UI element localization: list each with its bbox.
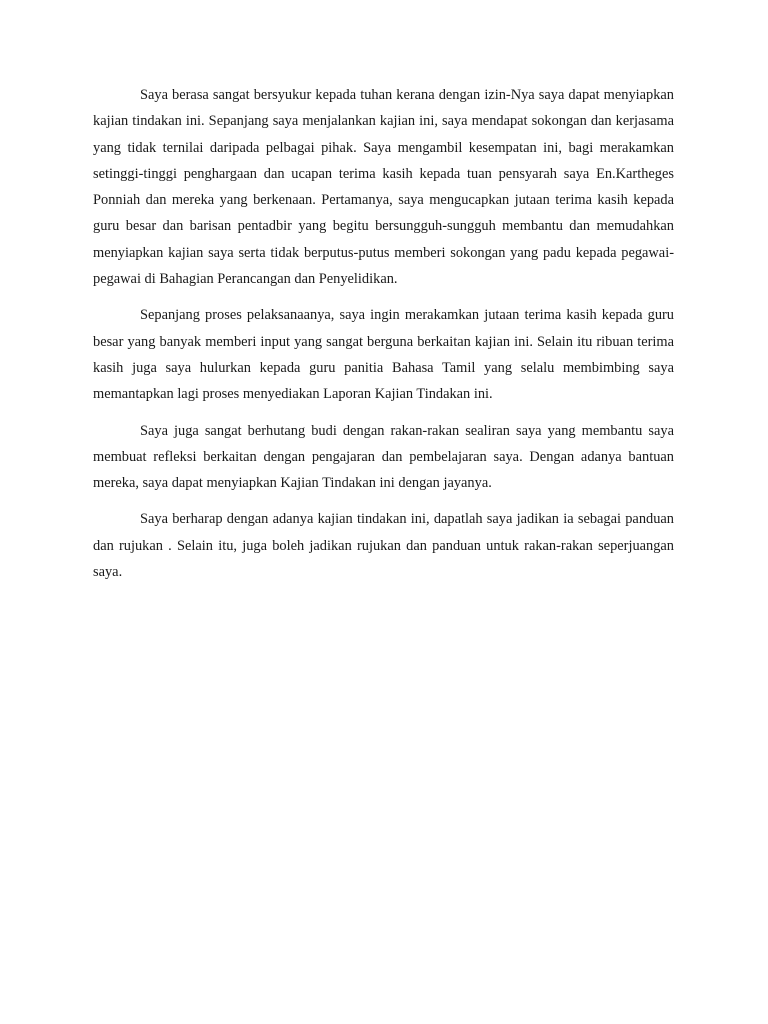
paragraph-4: Saya berharap dengan adanya kajian tindakan ini, dapatlah saya jadikan ia sebagai panduan dan rujukan . Selain itu, juga boleh jadikan rujukan dan panduan untuk rakan-rakan seperjuangan saya. — [93, 511, 674, 581]
paragraph-1: Saya berasa sangat bersyukur kepada tuhan kerana dengan izin-Nya saya dapat menyiapkan kajian tindakan ini. Sepanjang saya menjalankan kajian ini, saya mendapat sokongan dan kerjasama yang tidak ternilai daripada pelbagai pihak. Saya mengambil kesempatan ini, bagi merakamkan setinggi-tinggi penghargaan dan ucapan terima kasih kepada tuan pensyarah saya En.Kartheges Ponniah dan mereka yang berkenaan. Pertamanya, saya mengucapkan jutaan terima kasih kepada guru besar dan barisan pentadbir yang begitu bersungguh-sungguh membantu dan memudahkan menyiapkan kajian saya serta tidak berputus-putus memberi sokongan yang padu kepada pegawai-pegawai di Bahagian Perancangan dan Penyelidikan. — [93, 87, 674, 288]
paragraph-2: Sepanjang proses pelaksanaanya, saya ingin merakamkan jutaan terima kasih kepada guru besar yang banyak memberi input yang sangat berguna berkaitan kajian ini. Selain itu ribuan terima kasih juga saya hulurkan kepada guru panitia Bahasa Tamil yang selalu membimbing saya memantapkan lagi proses menyediakan Laporan Kajian Tindakan ini. — [93, 307, 674, 403]
paragraph-3: Saya juga sangat berhutang budi dengan rakan-rakan sealiran saya yang membantu saya membuat refleksi berkaitan dengan pengajaran dan pembelajaran saya. Dengan adanya bantuan mereka, saya dapat menyiapkan Kajian Tindakan ini dengan jayanya. — [93, 422, 674, 492]
document-page — [93, 82, 674, 595]
